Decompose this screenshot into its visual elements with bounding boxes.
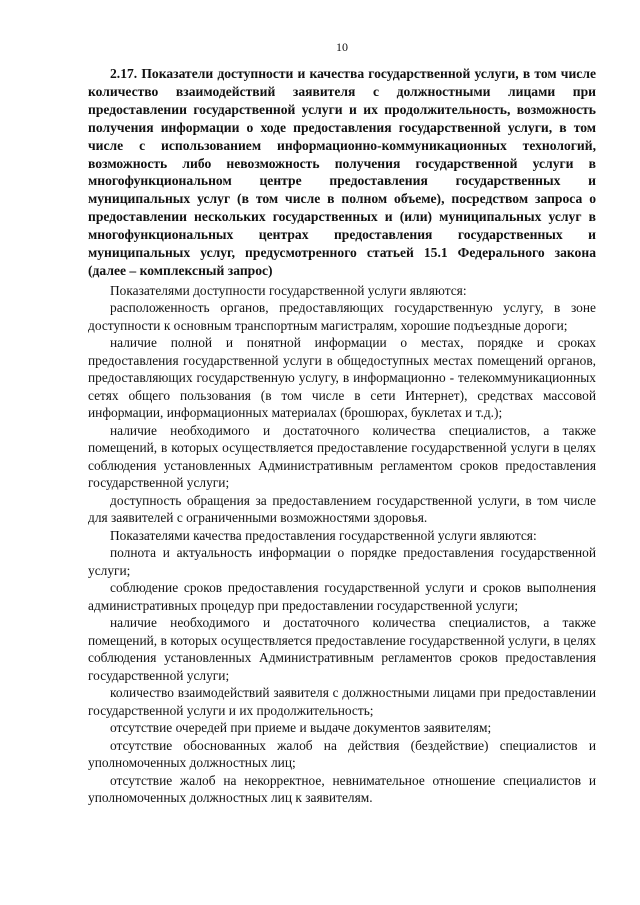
paragraph-no-incorrect-attitude: отсутствие жалоб на некорректное, невнимательное отношение специалистов и уполномоченных должностных лиц к заявителям.: [88, 772, 596, 806]
paragraph-availability-intro: Показателями доступности государственной услуги являются:: [110, 282, 467, 298]
paragraph-no-queues: отсутствие очередей при приеме и выдаче документов заявителям;: [110, 720, 492, 736]
paragraph-location: расположенность органов, предоставляющих государственную услугу, в зоне доступности к основным транспортным магистралям, хорошие подъездные дороги;: [88, 300, 596, 333]
document-page: [88, 40, 596, 807]
paragraph-no-complaints: отсутствие обоснованных жалоб на действия (бездействие) специалистов и уполномоченных должностных лиц;: [88, 737, 596, 771]
paragraph-staff-premises: наличие необходимого и достаточного количества специалистов, а также помещений, в которых осуществляется предоставление государственной услуги в целях соблюдения установленных Административным регламентом сроков предоставления государственной услуги;: [88, 422, 596, 491]
paragraph-staff-premises-quality: наличие необходимого и достаточного количества специалистов, а также помещений, в которых осуществляется предоставление государственной услуги, в целях соблюдения установленных Административным регламентов сроков предоставления государственной услуги;: [88, 615, 596, 683]
paragraph-deadlines: соблюдение сроков предоставления государственной услуги и сроков выполнения административных процедур при предоставлении государственной услуги;: [88, 580, 596, 613]
paragraph-completeness: полнота и актуальность информации о порядке предоставления государственной услуги;: [88, 545, 596, 578]
paragraph-interactions: количество взаимодействий заявителя с должностными лицами при предоставлении государственной услуги и их продолжительность;: [88, 685, 596, 718]
page-number: 10: [336, 40, 348, 54]
paragraph-information: наличие полной и понятной информации о местах, порядке и сроках предоставления государственной услуги в общедоступных местах помещений органов, предоставляющих государственную услугу, в информационно - телекоммуникационных сетях общего пользования (в том числе в сети Интернет), средствах массовой информации, информационных материалах (брошюрах, буклетах и т.д.);: [88, 335, 596, 421]
paragraph-quality-intro: Показателями качества предоставления государственной услуги являются:: [110, 527, 537, 543]
section-heading: 2.17. Показатели доступности и качества государственной услуги, в том числе количество взаимодействий заявителя с должностными лицами при предоставлении государственной услуги и их продолжительность, возможность получения информации о ходе предоставления государственной услуги, в том числе с использованием информационно-коммуникационных технологий, возможность либо невозможность получения государственной услуги в многофункциональном центре предоставления государственных и муниципальных услуг (в том числе в полном объеме), посредством запроса о предоставлении нескольких государственных и (или) муниципальных услуг в многофункциональных центрах предоставления государственных и муниципальных услуг, предусмотренного статьей 15.1 Федерального закона (далее – комплексный запрос): [88, 66, 596, 278]
paragraph-accessibility: доступность обращения за предоставлением государственной услуги, в том числе для заявителей с ограниченными возможностями здоровья.: [88, 492, 596, 526]
